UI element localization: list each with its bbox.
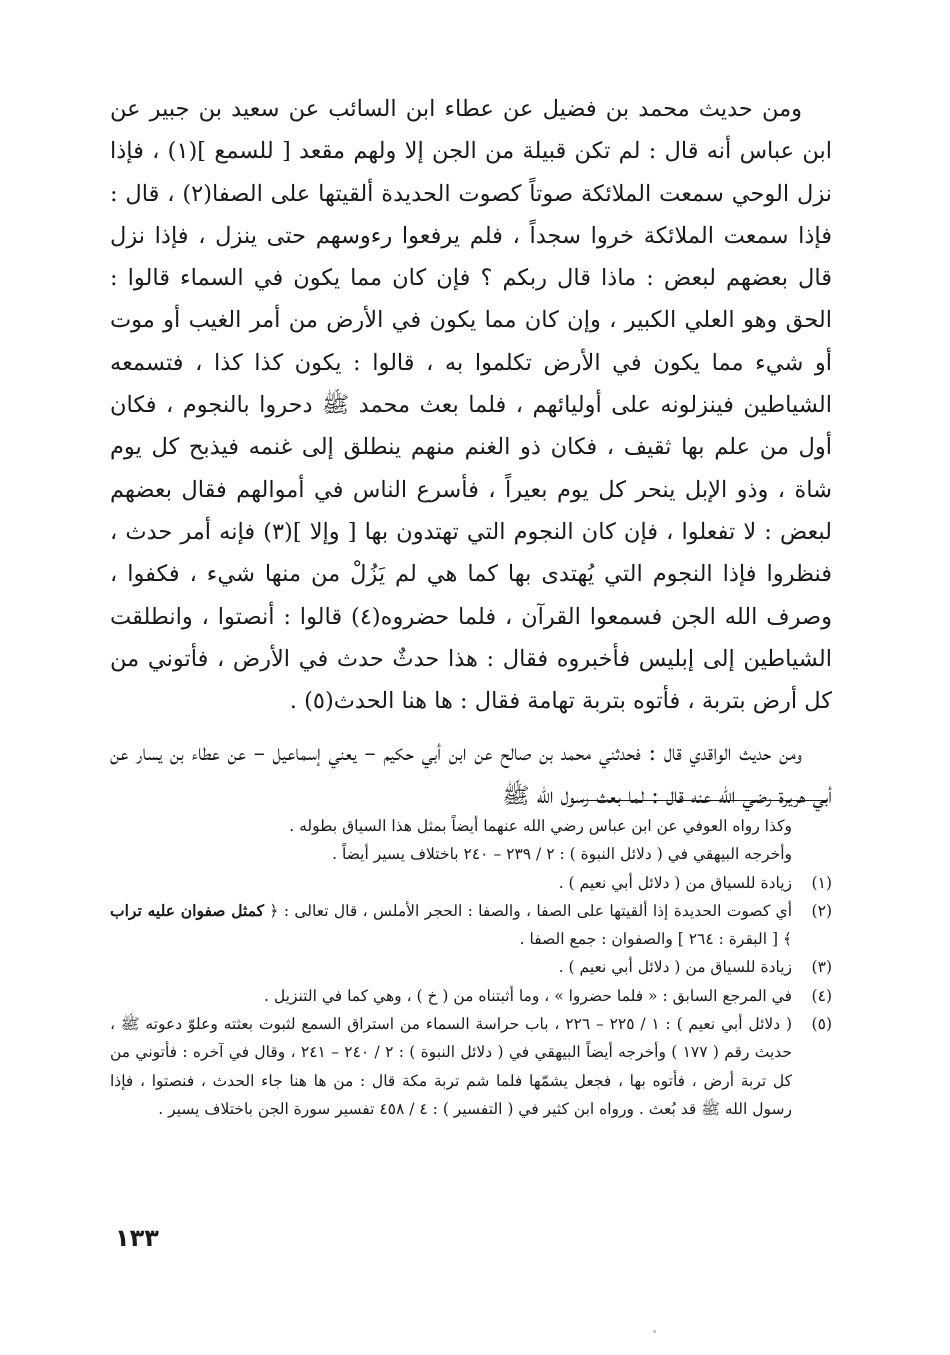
footnote-item [110, 897, 832, 954]
page-number: ١٣٣ [115, 1224, 159, 1252]
footnote-number: (٥) [811, 1015, 832, 1034]
footnote-text: ( دلائل أبي نعيم ) : ١ / ٢٢٥ – ٢٢٦ ، باب حراسة السماء من استراق السمع لثبوت بعثته وعلوّ دعوته ﷺ ، حديث رقم ( ١٧٧ ) وأخرجه أيضاً البيهقي في ( دلائل النبوة ) : ٢ / ٢٤٠ – ٢٤١ ، وقال في آخره : فأتوني من كل تربة أرض ، فأتوه بها ، فجعل يشمّها فلما شم تربة مكة قال : من ها هنا جاء الحدث ، فنصتوا ، فإذا رسول الله ﷺ قد بُعث . ورواه ابن كثير في ( التفسير ) : ٤ / ٤٥٨ تفسير سورة الجن باختلاف يسير . [110, 1015, 793, 1118]
quran-quote: كمثل صفوان عليه تراب [110, 900, 265, 920]
footnote-separator [580, 800, 828, 801]
main-paragraph: ومن حديث الواقدي قال : فحدثني محمد بن صالح عن ابن أبي حكيم – يعني إسماعيل – عن عطاء بن يسار عن أبي هريرة رضي الله عنه قال : لما بعث رسول الله ﷺ [110, 740, 832, 809]
footnote-number: (١) [811, 873, 832, 892]
footnote-number: (٢) [811, 901, 832, 920]
footnote-item [110, 982, 832, 1010]
footnote-item [110, 1010, 832, 1123]
footnote-text: زيادة للسياق من ( دلائل أبي نعيم ) . [558, 958, 792, 977]
scan-speck [653, 1330, 656, 1333]
footnote-number: (٣) [811, 958, 832, 977]
footnote-intro: وأخرجه البيهقي في ( دلائل النبوة ) : ٢ / ٢٣٩ – ٢٤٠ باختلاف يسير أيضاً . [332, 845, 792, 864]
footnote-text-part: ﴾ [ البقرة : ٢٦٤ ] والصفوان : جمع الصفا . [519, 930, 792, 949]
footnotes-block [110, 812, 832, 1123]
footnote-text [110, 897, 792, 954]
footnote-item [110, 869, 832, 897]
footnote-text: في المرجع السابق : « فلما حضروا » ، وما أثبتناه من ( خ ) ، وهي كما في التنزيل . [264, 986, 792, 1005]
main-paragraph: ومن حديث محمد بن فضيل عن عطاء ابن السائب عن سعيد بن جبير عن ابن عباس أنه قال : لم تكن قبيلة من الجن إلا ولهم مقعد [ للسمع ](١) ، فإذا نزل الوحي سمعت الملائكة صوتاً كصوت الحديدة ألقيتها على الصفا(٢) ، قال : فإذا سمعت الملائكة خروا سجداً ، فلم يرفعوا رءوسهم حتى ينزل ، فإذا نزل قال بعضهم لبعض : ماذا قال ربكم ؟ فإن كان مما يكون في السماء قالوا : الحق وهو العلي الكبير ، وإن كان مما يكون في الأرض من أمر الغيب أو موت أو شيء مما يكون في الأرض تكلموا به ، قالوا : يكون كذا كذا ، فتسمعه الشياطين فينزلونه على أوليائهم ، فلما بعث محمد ﷺ دحروا بالنجوم ، فكان أول من علم بها ثقيف ، فكان ذو الغنم منهم ينطلق إلى غنمه فيذبح كل يوم شاة ، وذو الإبل ينحر كل يوم بعيراً ، فأسرع الناس في أموالهم فقال بعضهم لبعض : لا تفعلوا ، فإن كان النجوم التي تهتدون بها [ وإلا ](٣) فإنه أمر حدث ، فنظروا فإذا النجوم التي يُهتدى بها كما هي لم يَزُلْ من منها شيء ، فكفوا ، وصرف الله الجن فسمعوا القرآن ، فلما حضروه(٤) قالوا : أنصتوا ، وانطلقت الشياطين إلى إبليس فأخبروه فقال : هذا حدثٌ حدث في الأرض ، فأتوني من كل أرض بتربة ، فأتوه بتربة تهامة فقال : ها هنا الحدث(٥) . [110, 96, 833, 715]
footnote-text: زيادة للسياق من ( دلائل أبي نعيم ) . [558, 873, 792, 892]
footnote-number: (٤) [811, 986, 832, 1005]
footnote-intro: وكذا رواه العوفي عن ابن عباس رضي الله عنهما أيضاً بمثل هذا السياق بطوله . [289, 817, 792, 835]
footnote-text-part: أي كصوت الحديدة إذا ألقيتها على الصفا ، والصفا : الحجر الأملس ، قال تعالى : ﴿ [269, 901, 792, 920]
main-text-block [110, 88, 832, 817]
footnote-item [110, 953, 832, 981]
